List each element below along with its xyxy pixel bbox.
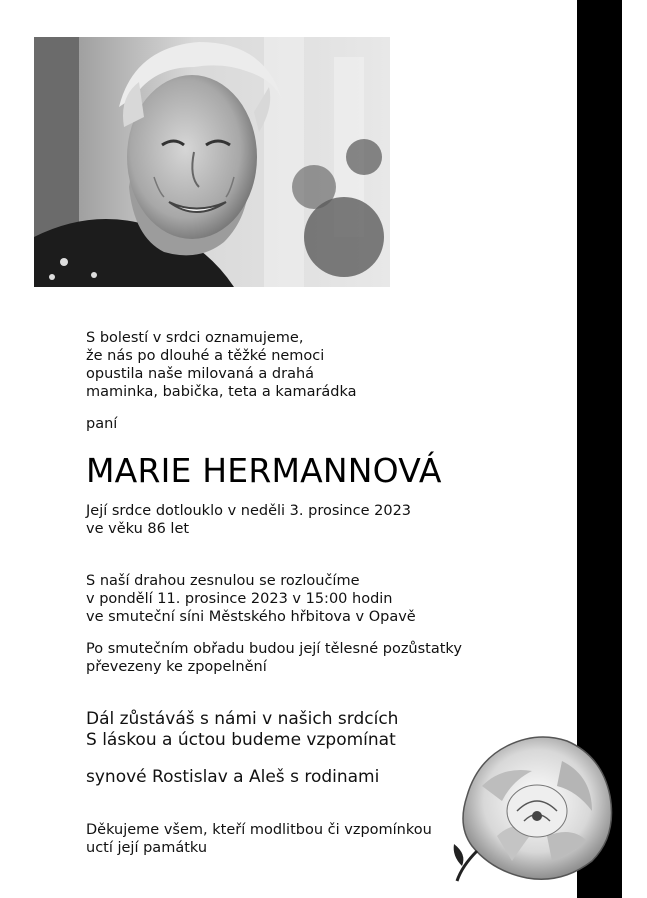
intro-line: maminka, babička, teta a kamarádka: [86, 384, 357, 400]
death-line: Její srdce dotlouklo v neděli 3. prosince 2023: [86, 503, 412, 519]
deceased-name: MARIE HERMANNOVÁ: [86, 451, 442, 490]
remembrance-line: Dál zůstáváš s námi v našich srdcích: [86, 709, 399, 729]
cremation-line: Po smutečním obřadu budou její tělesné pozůstatky: [86, 641, 462, 657]
thanks-line: uctí její památku: [86, 840, 208, 856]
farewell-details: [86, 572, 416, 626]
rose-icon: [452, 726, 617, 886]
remembrance-line: S láskou a úctou budeme vzpomínat: [86, 730, 396, 750]
death-details: [86, 502, 411, 538]
farewell-line: S naší drahou zesnulou se rozloučíme: [86, 573, 360, 589]
title-word: paní: [86, 416, 118, 432]
farewell-line: v pondělí 11. prosince 2023 v 15:00 hodin: [86, 591, 393, 607]
cremation-details: [86, 640, 462, 676]
cremation-line: převezeny ke zpopelnění: [86, 659, 267, 675]
intro-text: [86, 329, 357, 401]
farewell-line: ve smuteční síni Městského hřbitova v Opavě: [86, 609, 416, 625]
intro-line: opustila naše milovaná a drahá: [86, 366, 315, 382]
death-line: ve věku 86 let: [86, 521, 190, 537]
thanks-line: Děkujeme všem, kteří modlitbou či vzpomínkou: [86, 822, 432, 838]
remembrance-text: [86, 709, 398, 751]
mourners-text: synové Rostislav a Aleš s rodinami: [86, 767, 380, 787]
intro-line: S bolestí v srdci oznamujeme,: [86, 330, 304, 346]
thanks-text: [86, 821, 432, 857]
intro-line: že nás po dlouhé a těžké nemoci: [86, 348, 325, 364]
portrait-photo: [34, 37, 390, 287]
